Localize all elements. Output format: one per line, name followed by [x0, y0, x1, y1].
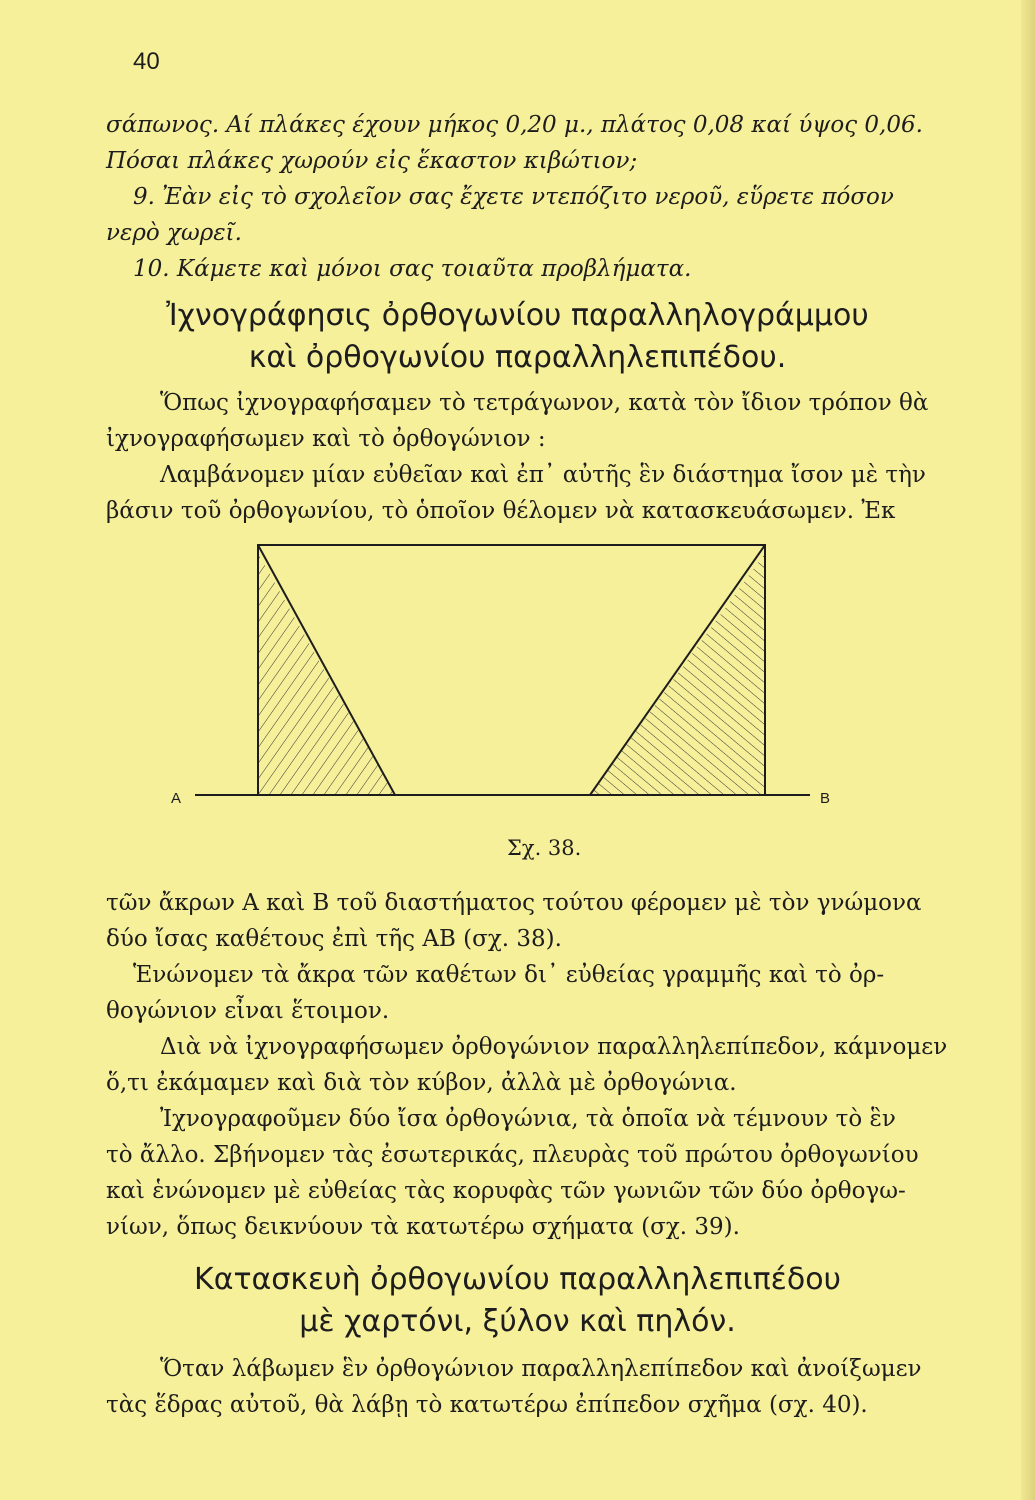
text-line: καὶ ἑνώνομεν μὲ εὐθείας τὰς κορυφὰς τῶν γωνιῶν τῶν δύο ὀρθογω- [106, 1178, 906, 1204]
text-line: νερὸ χωρεῖ. [106, 220, 242, 246]
figure-rectangle-diagram [165, 535, 865, 825]
figure-caption: Σχ. 38. [507, 836, 582, 860]
text-line: βάσιν τοῦ ὀρθογωνίου, τὸ ὁποῖον θέλομεν νὰ κατασκευάσωμεν. Ἐκ [106, 498, 896, 524]
text-line: Ἑνώνομεν τὰ ἄκρα τῶν καθέτων δι᾽ εὐθείας γραμμῆς καὶ τὸ ὀρ- [133, 962, 885, 988]
text-line: 9. Ἐὰν εἰς τὸ σχολεῖον σας ἔχετε ντεπόζιτο νεροῦ, εὕρετε πόσον [133, 184, 894, 210]
text-line: ὅ,τι ἐκάμαμεν καὶ διὰ τὸν κύβον, ἀλλὰ μὲ ὀρθογώνια. [106, 1070, 737, 1096]
text-line: θογώνιον εἶναι ἕτοιμον. [106, 998, 390, 1024]
text-line: ἰχνογραφήσωμεν καὶ τὸ ὀρθογώνιον : [106, 426, 546, 452]
text-line: Ὅπως ἰχνογραφήσαμεν τὸ τετράγωνον, κατὰ τὸν ἴδιον τρόπον θὰ [160, 390, 929, 416]
section-heading: μὲ χαρτόνι, ξύλον καὶ πηλόν. [299, 1304, 736, 1339]
text-line: Ὅταν λάβωμεν ἓν ὀρθογώνιον παραλληλεπίπεδον καὶ ἀνοίξωμεν [160, 1356, 922, 1382]
text-line: τὸ ἄλλο. Σβήνομεν τὰς ἐσωτερικάς, πλευρὰς τοῦ πρώτου ὀρθογωνίου [106, 1142, 919, 1168]
text-line: τῶν ἄκρων Α καὶ Β τοῦ διαστήματος τούτου φέρομεν μὲ τὸν γνώμονα [106, 890, 922, 916]
text-line: Διὰ νὰ ἰχνογραφήσωμεν ὀρθογώνιον παραλληλεπίπεδον, κάμνομεν [160, 1034, 948, 1060]
text-line: δύο ἴσας καθέτους ἐπὶ τῆς ΑΒ (σχ. 38). [106, 926, 562, 952]
text-line: σάπωνος. Αί πλάκες έχουν μήκος 0,20 μ., πλάτος 0,08 καί ύψος 0,06. [106, 112, 923, 138]
page-number: 40 [133, 48, 160, 75]
text-line: τὰς ἕδρας αὐτοῦ, θὰ λάβῃ τὸ κατωτέρω ἐπίπεδον σχῆμα (σχ. 40). [106, 1392, 868, 1418]
section-heading: καὶ ὀρθογωνίου παραλληλεπιπέδου. [248, 340, 787, 375]
label-a: Α [171, 790, 182, 807]
text-line: νίων, ὅπως δεικνύουν τὰ κατωτέρω σχήματα (σχ. 39). [106, 1214, 740, 1240]
text-line: Λαμβάνομεν μίαν εὐθεῖαν καὶ ἐπ᾽ αὐτῆς ἓν διάστημα ἴσον μὲ τὴν [160, 462, 926, 488]
text-line: Ἰχνογραφοῦμεν δύο ἴσα ὀρθογώνια, τὰ ὁποῖα νὰ τέμνουν τὸ ἓν [160, 1106, 896, 1132]
label-b: Β [820, 790, 831, 807]
text-line: 10. Κάμετε καὶ μόνοι σας τοιαῦτα προβλήματα. [133, 256, 692, 282]
section-heading: Κατασκευὴ ὀρθογωνίου παραλληλεπιπέδου [194, 1262, 841, 1297]
section-heading: Ἰχνογράφησις ὀρθογωνίου παραλληλογράμμου [166, 298, 869, 333]
text-line: Πόσαι πλάκες χωρούν εἰς ἕκαστον κιβώτιον; [106, 148, 638, 174]
